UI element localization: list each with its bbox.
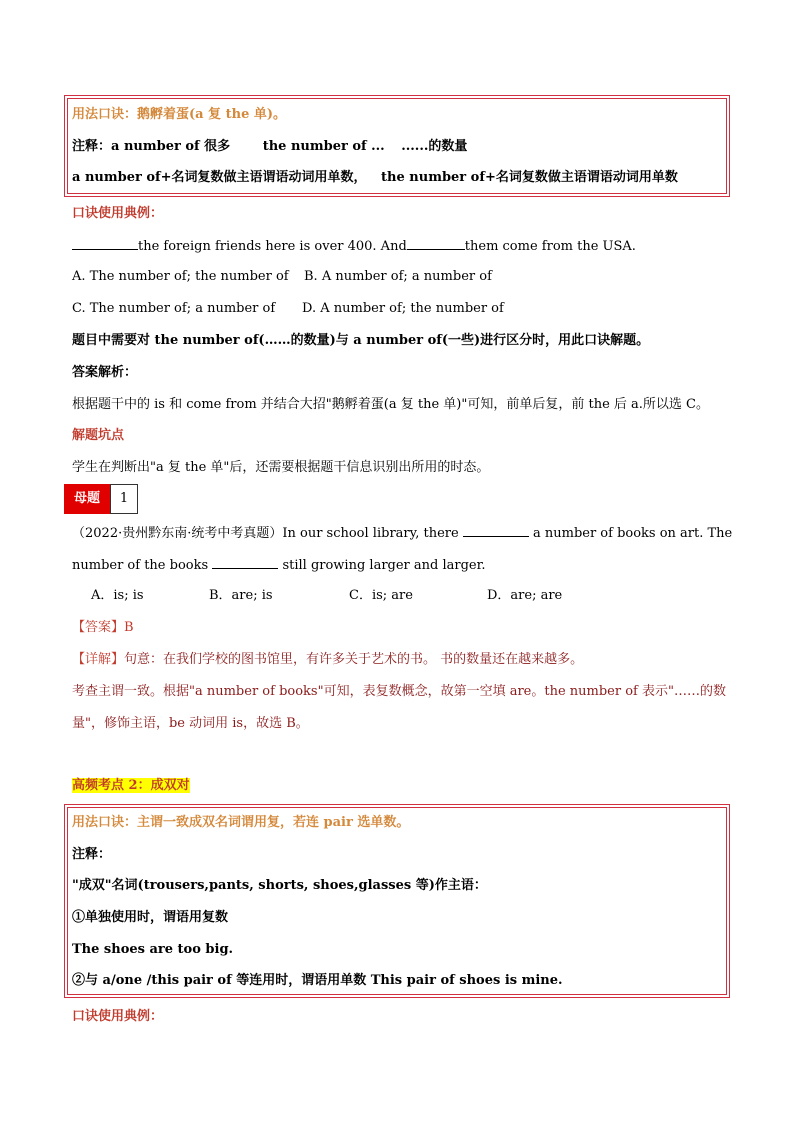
note-meaning: ......的数量 — [401, 139, 468, 154]
rule-line-1 — [72, 169, 678, 187]
section-title-highlight: 高频考点 2：成双对 — [72, 778, 190, 793]
example-heading-2: 口诀使用典例： — [72, 1009, 164, 1024]
rule-line-2-4: ②与 a/one /this pair of 等连用时，谓语用单数 This pair of shoes is mine. — [72, 973, 563, 988]
rule-box-2 — [64, 804, 730, 998]
question-part-2: them come from the USA. — [464, 239, 636, 254]
mother-answer: 【答案】B — [72, 620, 134, 635]
answer-blank — [72, 237, 138, 250]
mother-question-label: 母题 — [64, 484, 110, 514]
rule-line-2-3: The shoes are too big. — [72, 942, 234, 957]
mother-q-part-4: still growing larger and larger. — [282, 558, 486, 573]
note-the-number-of: the number of ... — [262, 139, 385, 154]
option-c: C. The number of; a number of — [72, 301, 276, 316]
example-question-1 — [72, 237, 636, 256]
option-d: D. A number of; the number of — [302, 301, 504, 316]
answer-heading: 答案解析： — [72, 365, 138, 380]
pitfall-heading: 解题坑点 — [72, 428, 125, 443]
rule-note-2: 注释： — [72, 847, 112, 862]
rule-note-1 — [72, 138, 467, 156]
note-a-number-of: a number of 很多 — [111, 139, 231, 154]
mother-option-a: A．is; is — [91, 588, 144, 603]
rule-the-number-of: the number of+名词复数做主语谓语动词用单数 — [381, 170, 678, 185]
detail-text: 句意：在我们学校的图书馆里，有许多关于艺术的书。 书的数量还在越来越多。 — [124, 652, 584, 667]
answer-blank — [463, 524, 529, 537]
answer-blank — [212, 556, 278, 569]
mother-explain-2: 量"，修饰主语，be 动词用 is，故选 B。 — [72, 716, 309, 731]
mother-q-part-3: number of the books — [72, 558, 209, 573]
section-title-2 — [72, 777, 190, 795]
answer-blank — [407, 237, 465, 250]
mother-option-d: D．are; are — [487, 588, 563, 603]
example-heading-1: 口诀使用典例： — [72, 206, 164, 221]
mother-q-part-2: a number of books on art. The — [532, 526, 733, 541]
answer-text: 根据题干中的 is 和 come from 并结合大招"鹅孵着蛋(a 复 the 单)"可知，前单后复，前 the 后 a.所以选 C。 — [72, 397, 709, 412]
pitfall-text: 学生在判断出"a 复 the 单"后，还需要根据题干信息识别出所用的时态。 — [72, 460, 490, 475]
mother-detail — [72, 651, 583, 669]
question-part-1: the foreign friends here is over 400. And — [138, 239, 407, 254]
option-a: A. The number of; the number of — [72, 269, 289, 284]
rule-tip-1: 用法口诀：鹅孵着蛋(a 复 the 单)。 — [72, 107, 287, 122]
mother-question-line-2 — [72, 556, 486, 575]
mother-question-line-1 — [72, 524, 732, 543]
rule-line-2-1: "成双"名词(trousers,pants, shorts, shoes,glasses 等)作主语： — [72, 878, 487, 893]
mother-option-b: B．are; is — [209, 588, 273, 603]
rule-a-number-of: a number of+名词复数做主语谓语动词用单数， — [72, 170, 367, 185]
mother-option-c: C．is; are — [349, 588, 413, 603]
mother-explain-1: 考查主谓一致。根据"a number of books"可知，表复数概念，故第一空填 are。the number of 表示"……的数 — [72, 684, 726, 699]
mother-question-number: 1 — [110, 484, 138, 514]
rule-tip-2: 用法口诀：主谓一致成双名词谓用复，若连 pair 选单数。 — [72, 815, 410, 830]
example-note: 题目中需要对 the number of(……的数量)与 a number of(一些)进行区分时，用此口诀解题。 — [72, 333, 650, 348]
option-b: B. A number of; a number of — [304, 269, 492, 284]
rule-line-2-2: ①单独使用时，谓语用复数 — [72, 910, 229, 925]
detail-label: 【详解】 — [72, 652, 125, 667]
mother-q-part-1: （2022·贵州黔东南·统考中考真题）In our school library, there — [72, 526, 459, 541]
note-prefix: 注释： — [72, 139, 112, 154]
